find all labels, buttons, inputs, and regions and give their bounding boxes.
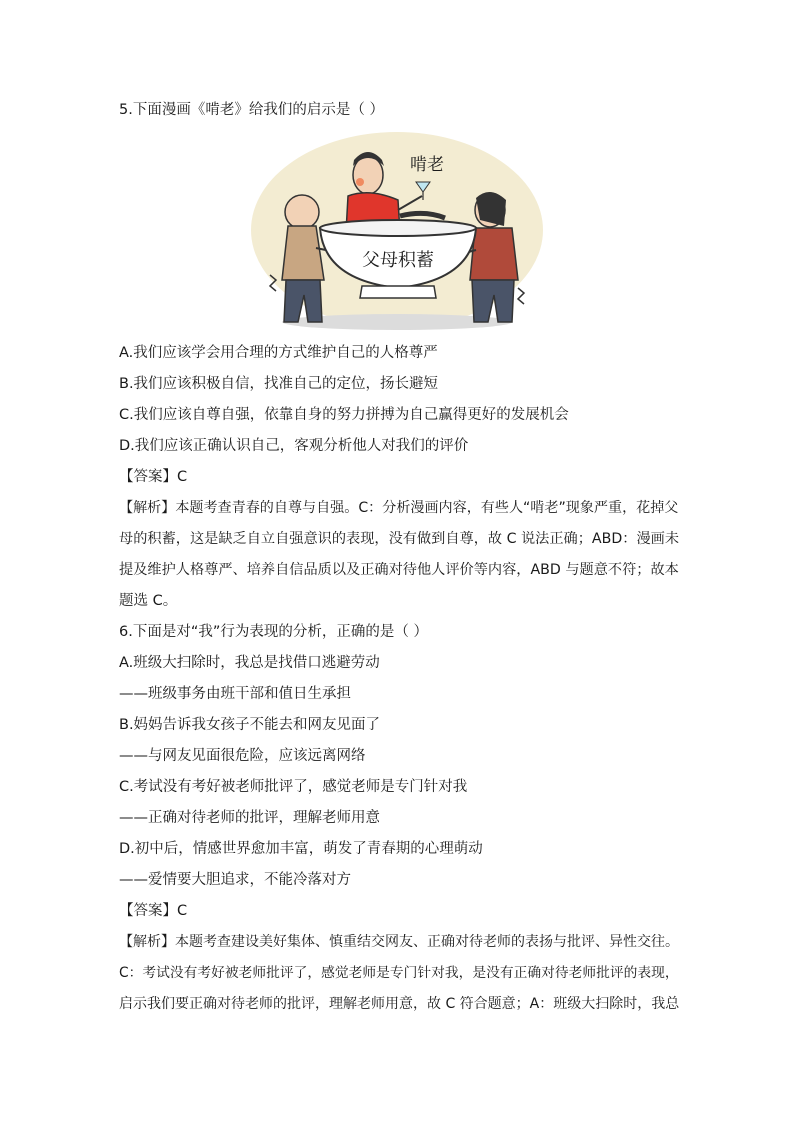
q6-analysis-line: C：考试没有考好被老师批评了，感觉老师是专门针对我，是没有正确对待老师批评的表现， — [119, 965, 679, 981]
q5-option-d: D.我们应该正确认识自己，客观分析他人对我们的评价 — [119, 438, 469, 454]
q5-stem: 5.下面漫画《啃老》给我们的启示是（ ） — [119, 102, 384, 118]
q6-answer: 【答案】C — [119, 903, 188, 919]
left-parent-body — [282, 226, 324, 280]
q5-analysis-line: 题选 C。 — [119, 593, 178, 609]
q6-option-b: B.妈妈告诉我女孩子不能去和网友见面了 — [119, 717, 381, 733]
cartoon-caption: 啃老 — [410, 155, 444, 175]
q6-option-d-analysis: ——爱情要大胆追求，不能冷落对方 — [119, 872, 351, 888]
q5-option-c: C.我们应该自尊自强，依靠自身的努力拼搏为自己赢得更好的发展机会 — [119, 407, 569, 423]
q5-analysis-line: 母的积蓄，这是缺乏自立自强意识的表现，没有做到自尊，故 C 说法正确；ABD：漫画未 — [119, 531, 680, 547]
q5-analysis-line: 提及维护人格尊严、培养自信品质以及正确对待他人评价等内容，ABD 与题意不符；故本 — [119, 562, 679, 578]
q6-option-c: C.考试没有考好被老师批评了，感觉老师是专门针对我 — [119, 779, 468, 795]
q6-option-a-analysis: ——班级事务由班干部和值日生承担 — [119, 686, 351, 702]
q6-option-a: A.班级大扫除时，我总是找借口逃避劳动 — [119, 655, 380, 671]
q6-option-d: D.初中后，情感世界愈加丰富，萌发了青春期的心理萌动 — [119, 841, 483, 857]
q6-stem: 6.下面是对“我”行为表现的分析，正确的是（ ） — [119, 624, 428, 640]
cartoon-kenlao — [250, 130, 545, 335]
q5-analysis-line: 【解析】本题考查青春的自尊与自强。C：分析漫画内容，有些人“啃老”现象严重，花掉父 — [119, 500, 679, 516]
q6-option-b-analysis: ——与网友见面很危险，应该远离网络 — [119, 748, 366, 764]
q6-analysis-line: 启示我们要正确对待老师的批评，理解老师用意，故 C 符合题意；A：班级大扫除时，我总 — [119, 996, 680, 1012]
q5-option-a: A.我们应该学会用合理的方式维护自己的人格尊严 — [119, 345, 438, 361]
right-parent-body — [470, 228, 518, 280]
left-parent-head — [285, 195, 319, 229]
q6-analysis-line: 【解析】本题考查建设美好集体、慎重结交网友、正确对待老师的表扬与批评、异性交往。 — [119, 934, 679, 950]
cartoon-bowl-text: 父母积蓄 — [362, 250, 434, 271]
q5-answer: 【答案】C — [119, 469, 188, 485]
q5-option-b: B.我们应该积极自信，找准自己的定位，扬长避短 — [119, 376, 439, 392]
q6-option-c-analysis: ——正确对待老师的批评，理解老师用意 — [119, 810, 380, 826]
